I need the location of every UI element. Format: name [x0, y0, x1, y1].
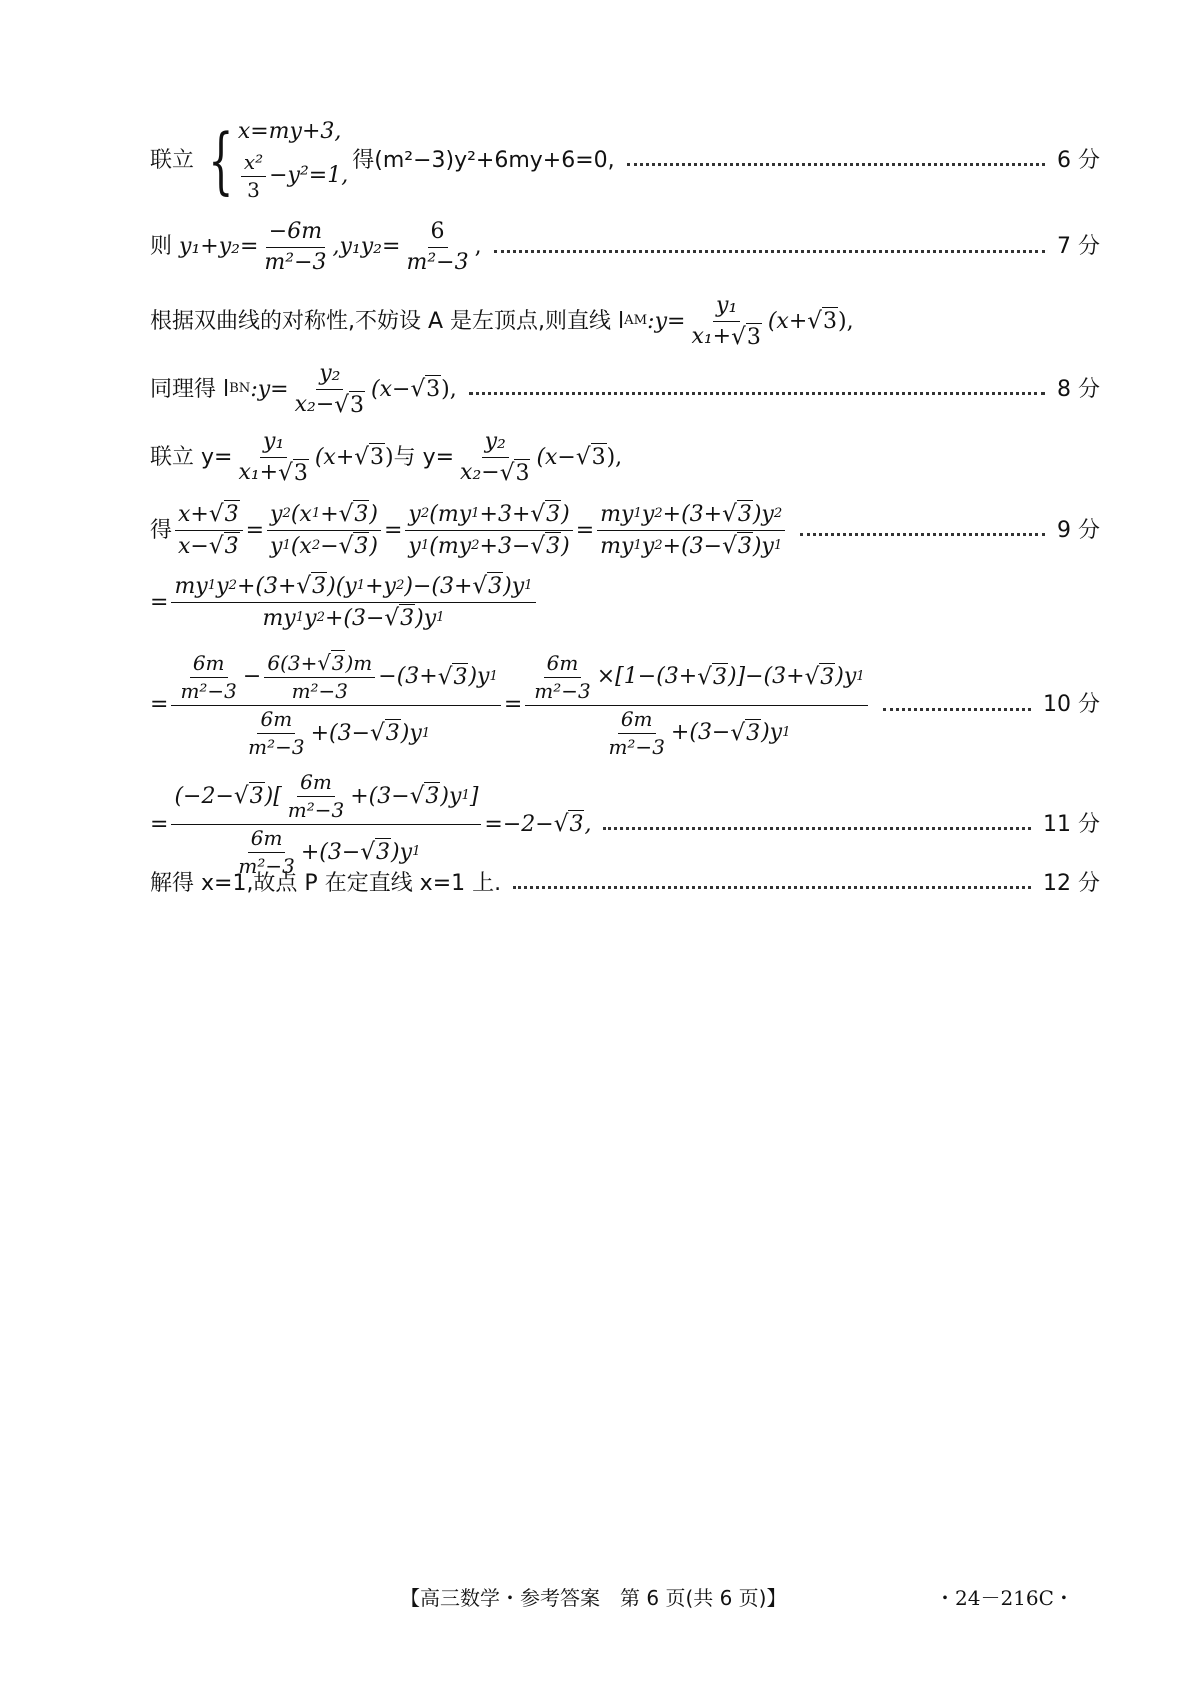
score-8: 8 分: [1057, 376, 1100, 402]
step-11: = (−2− √ 3 )[ $\frac{6m}{\text{m²−3}}$ +(3− √ 3 )y 1 ] $\frac{6m}{\text{m²−3}}$ +(3− √ 3 )y 1 =−2− √ 3 , 11 分: [150, 770, 1100, 878]
dot-leader: [800, 531, 1045, 536]
dot-leader: [494, 248, 1045, 253]
join-line: 联立 y= y₁ x₁+ √ 3 (x+ √ 3 ) 与 y= y₂ x₂− √ 3 (x− √ 3 ),: [150, 429, 623, 486]
intermediate-step: = my 1 y 2 +(3+ √ 3 )(y 1 +y 2 )−(3+ √ 3 )y 1 my 1 y 2 +(3− √ 3 )y 1: [150, 572, 1100, 633]
dot-leader: [469, 390, 1045, 395]
sum-fraction: $\frac{-6m}{\text{m²−3}}$: [264, 219, 327, 275]
dot-leader: [513, 884, 1031, 889]
dot-leader: [883, 706, 1031, 711]
score-10: 10 分: [1043, 692, 1100, 718]
score-9: 9 分: [1057, 517, 1100, 543]
step-prefix: 则: [150, 234, 173, 260]
step-8: 同理得 l BN :y= y₂ x₂− √ 3 (x− √ 3 ), 8 分: [150, 361, 1100, 418]
brace-symbol: {: [208, 117, 234, 202]
score-7: 7 分: [1057, 234, 1100, 260]
conclusion-text: 解得 x=1,故点 P 在定直线 x=1 上.: [150, 871, 502, 896]
join-text: 联立 y=: [150, 444, 233, 470]
symmetry-text: 根据双曲线的对称性,不妨设 A 是左顶点,则直线 l: [150, 308, 625, 334]
step-9: [150, 500, 1100, 561]
footer-title: 【高三数学・参考答案 第 6 页(共 6 页)】: [400, 1586, 787, 1610]
system-result: 得(m²−3)y²+6my+6=0,: [352, 147, 615, 173]
analogy-text: 同理得 l: [150, 376, 230, 402]
product-fraction: $\frac{6}{\text{m²−3}}$: [406, 219, 469, 275]
dot-leader: [627, 161, 1045, 166]
line-bn-fraction: y₂ x₂− √ 3: [294, 361, 365, 418]
sum-lhs: y₁+y₂=: [179, 234, 259, 260]
product-lhs: ,y₁y₂=: [332, 234, 401, 260]
ratio-derivation: 得 x+ √ 3 x− √ 3 = y 2 (x 1 + √ 3 ) y 1 (x 2 − √ 3 ) = y 2 (my 1 +3+ √ 3 ) y 1 (my 2 +3− √ 3 ) = my 1 y 2 +(3+ √ 3 )y 2 my 1 y 2 +(3− √ 3 )y 1: [150, 500, 788, 561]
equation-system: [198, 118, 348, 203]
score-6: 6 分: [1057, 147, 1100, 173]
score-12: 12 分: [1043, 871, 1100, 896]
step-6: [150, 118, 1100, 203]
system-row-1: x=my+3,: [237, 119, 342, 144]
step-12: [150, 870, 1100, 898]
score-11: 11 分: [1043, 811, 1100, 837]
line-am-fraction: y₁ x₁+ √ 3: [691, 293, 761, 350]
symmetry-line: 根据双曲线的对称性,不妨设 A 是左顶点,则直线 l AM :y= y₁ x₁+ √ 3 (x+ √ 3 ),: [150, 293, 854, 350]
step-10: = $\frac{6m}{\text{m²−3}}$ − 6(3+ √ 3 )m m²−3 −(3+ √ 3 )y 1 $\frac{6m}{\text{m²−3}}$ +(3− √ 3 )y 1 = $\frac{6m}{\text{m²−3}}$ ×[1−(3+ √ 3 )]−(3+ √ 3 )y 1 $\frac{6m}{\text{m²−3}}$ +(3− √ 3 )y 1 10 分: [150, 650, 1100, 760]
system-row-2: $\frac{\text{x²}}{3}$ −y²=1,: [238, 150, 348, 203]
dot-leader: [603, 825, 1031, 830]
step-7: 则 y₁+y₂= $\frac{-6m}{\text{m²−3}}$ ,y₁y₂= $\frac{6}{\text{m²−3}}$ , 7 分: [150, 219, 1100, 275]
step-prefix: 联立: [150, 147, 195, 173]
footer-code: ・24－216C・: [935, 1586, 1074, 1610]
